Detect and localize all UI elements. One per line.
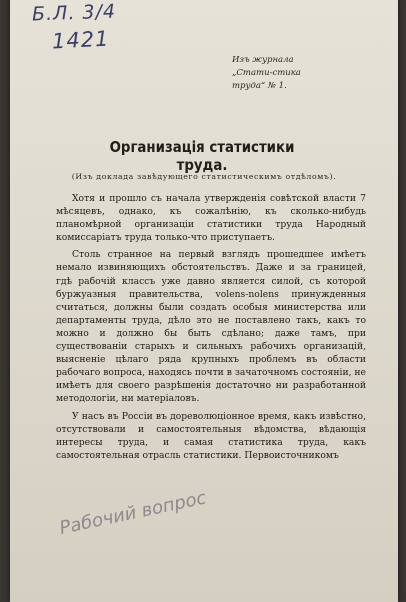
paragraph: Хотя и прошло съ начала утвержденія совѣтской власти 7 мѣсяцевъ, однако, къ сожалѣнію, къ сколько-нибудь планомѣрной организаціи статистики труда Народный комиссаріатъ труда только-что приступаетъ. xyxy=(56,193,366,244)
document-page xyxy=(10,0,398,602)
handwritten-catalog-number: Б.Л. 3/4 xyxy=(31,0,117,26)
pencil-note: Рабочий вопрос xyxy=(57,487,209,539)
document-subtitle: (Изъ доклада завѣдующего статистическимъ отдѣломъ). xyxy=(71,172,337,181)
document-body xyxy=(56,192,366,466)
source-note: Изъ журнала „Стати-стика труда“ № 1. xyxy=(232,55,301,91)
handwritten-catalog-sub: 1421 xyxy=(51,26,111,54)
paragraph: Столь странное на первый взглядъ прошедшее имѣетъ немало извиняющихъ обстоятельствъ. Даже и за границей, гдѣ рабочій классъ уже давно является силой, съ которой буржуазныя правительства, volens-nolens принужденныя считаться, должны были создать особыя министерства или департаменты труда, дѣло это не поставлено такъ, какъ то можно и должно бы быть сдѣлано; даже тамъ, при существованіи старыхъ и сильныхъ рабочихъ организацій, выясненіе цѣлаго ряда крупныхъ проблемъ въ области рабочаго вопроса, находясь почти в зачаточномъ состояніи, не имѣетъ для своего разрѣшенія достаточно ни разработанной методологіи, ни матеріаловъ. xyxy=(56,249,366,405)
document-title: Организація статистики труда. xyxy=(109,138,295,174)
paragraph: У насъ въ Россіи въ дореволюціонное время, какъ извѣстно, отсутствовали и самостоятельныя вѣдомства, вѣдающія интересы труда, и самая статистика труда, какъ самостоятельная отрасль статистики. Первоисточникомъ xyxy=(56,410,366,461)
